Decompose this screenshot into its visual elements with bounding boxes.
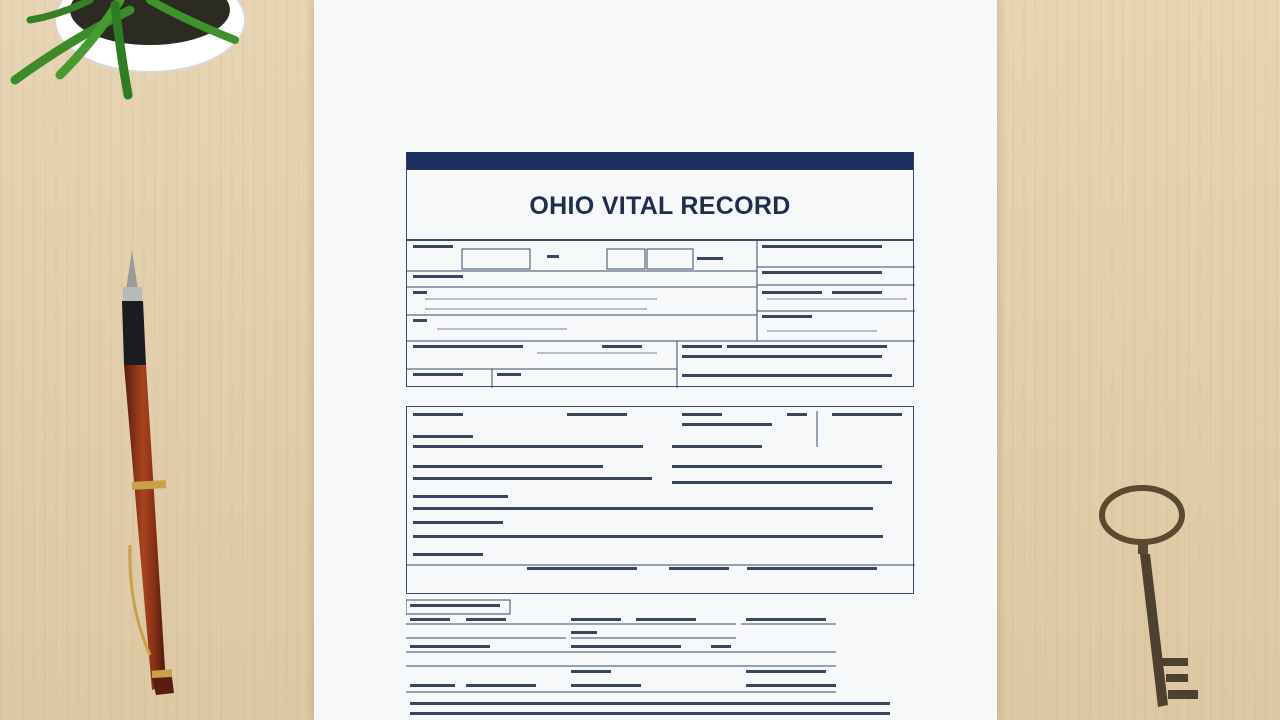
fountain-pen-icon <box>110 245 200 705</box>
form-section-details <box>406 406 914 594</box>
document-title: OHIO VITAL RECORD <box>529 192 791 220</box>
form-grid-lines <box>407 241 915 388</box>
vintage-key-icon <box>1090 480 1210 720</box>
form-section-registrant <box>406 240 914 387</box>
form-section-details-lines <box>407 407 915 595</box>
form-header <box>406 152 914 240</box>
potted-plant-icon <box>0 0 250 110</box>
form-signature-lines <box>406 598 906 720</box>
